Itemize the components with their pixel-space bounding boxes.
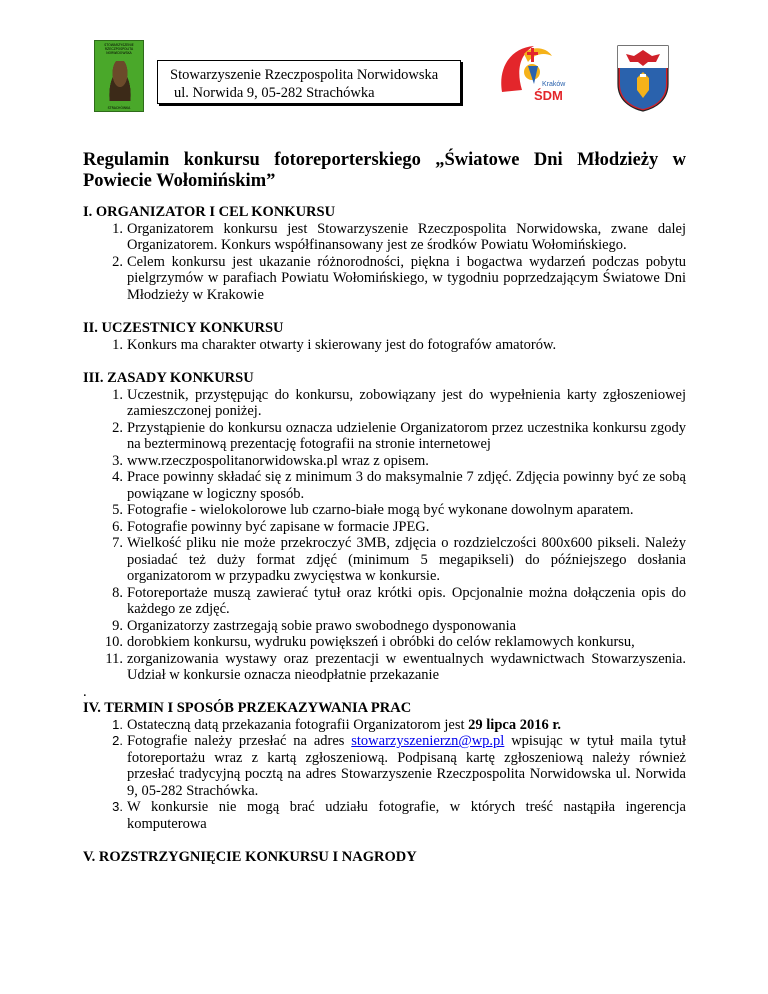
list-item: 3. W konkursie nie mogą brać udziału fotografie, w których treść nastąpiła ingerencja komputerowa bbox=[112, 799, 686, 832]
document-title bbox=[83, 150, 686, 192]
association-logo-bottom-text: STRACHÓWKA bbox=[107, 106, 131, 110]
section-list-participants bbox=[83, 337, 686, 354]
organization-box bbox=[157, 60, 461, 104]
list-item: 11. zorganizowania wystawy oraz prezentacji w ewentualnych wydawnictwach Stowarzyszenia. Udział w konkursie oznacza nieodpłatnie przekazanie bbox=[105, 650, 686, 683]
list-item: 3. www.rzeczpospolitanorwidowska.pl wraz z opisem. bbox=[112, 452, 429, 469]
list-item: 1. Konkurs ma charakter otwarty i skierowany jest do fotografów amatorów. bbox=[112, 336, 557, 353]
list-item: 5. Fotografie - wielokolorowe lub czarno-białe mogą być wykonane dowolnym aparatem. bbox=[112, 502, 634, 518]
organization-name: Stowarzyszenie Rzeczpospolita Norwidowska bbox=[170, 67, 439, 83]
list-item: 10. dorobkiem konkursu, wydruku powiększeń i obróbki do celów reklamowych konkursu, bbox=[104, 634, 635, 650]
list-item: 1. Ostateczną datą przekazania fotografii Organizatorom jest 29 lipca 2016 r. bbox=[112, 716, 562, 733]
association-logo-top-text: STOWARZYSZENIE RZECZPOSPOLITA NORWIDOWSKA bbox=[104, 43, 134, 55]
section-list-rules bbox=[83, 387, 686, 684]
contact-email-link[interactable]: stowarzyszenierzn@wp.pl bbox=[351, 733, 505, 749]
list-item: 8. Fotoreportaże muszą zawierać tytuł oraz krótki opis. Opcjonalnie można dołączenia opis do każdego ze zdjęć. bbox=[112, 584, 686, 617]
wyd-city-text: Kraków bbox=[542, 81, 566, 88]
list-item: 2. Przystąpienie do konkursu oznacza udzielenie Organizatorom przez uczestnika konkursu zgody na bezterminową prezentację fotografii na stronie internetowej bbox=[112, 419, 686, 452]
list-item: 1. Uczestnik, przystępując do konkursu, zobowiązany jest do wypełnienia karty zgłoszeniowej zamieszczonej poniżej. bbox=[112, 386, 686, 419]
list-item: 2. Fotografie należy przesłać na adres stowarzyszenierzn@wp.pl wpisując w tytuł maila tytuł fotoreportażu wraz z kartą zgłoszeniową. Podpisaną kartę zgłoszeniową należy również przesłać tradycyjną pocztą na adres Stowarzyszenie Rzeczpospolita Norwidowska ul. Norwida 9, 05-282 Strachówka. bbox=[112, 733, 686, 799]
title-line-1: Regulamin konkursu fotoreporterskiego „Światowe Dni Młodzieży w bbox=[83, 150, 686, 170]
section-list-organizer bbox=[83, 221, 686, 304]
section-heading-deadline: IV. TERMIN I SPOSÓB PRZEKAZYWANIA PRAC bbox=[83, 700, 412, 716]
stray-dot: . bbox=[83, 683, 87, 700]
list-item: 2. Celem konkursu jest ukazanie różnorodności, piękna i bogactwa wydarzeń podczas pobytu pielgrzymów w parafiach Powiatu Wołomińskiego, w tygodniu poprzedzającym Światowe Dni Młodzieży w Krakowie bbox=[112, 253, 686, 303]
section-heading-results: V. ROZSTRZYGNIĘCIE KONKURSU I NAGRODY bbox=[83, 849, 417, 865]
wolomin-county-coat-of-arms-icon bbox=[616, 44, 670, 112]
section-list-deadline bbox=[83, 717, 686, 833]
title-line-2: Powiecie Wołomińskim” bbox=[83, 171, 276, 191]
organization-address: ul. Norwida 9, 05-282 Strachówka bbox=[174, 85, 375, 101]
deadline-date: 29 lipca 2016 r. bbox=[468, 716, 562, 733]
list-item: 7. Wielkość pliku nie może przekroczyć 3MB, zdjęcia o rozdzielczości 800x600 pikseli. Należy posiadać też duży format zdjęć (minimum 5 megapikseli) do późniejszego dosłania organizatorom w przypadku zwycięstwa w konkursie. bbox=[112, 535, 686, 584]
association-logo bbox=[94, 40, 144, 112]
norwid-portrait-icon bbox=[105, 61, 135, 101]
wyd-mark-text: ŚDM bbox=[534, 88, 563, 103]
list-item: 9. Organizatorzy zastrzegają sobie prawo swobodnego dysponowania bbox=[112, 617, 517, 634]
list-item: 1. Organizatorem konkursu jest Stowarzyszenie Rzeczpospolita Norwidowska, zwane dalej Organizatorem. Konkurs współfinansowany jest ze środków Powiatu Wołomińskiego. bbox=[112, 220, 686, 253]
list-item: 4. Prace powinny składać się z minimum 3 do maksymalnie 7 zdjęć. Zdjęcia powinny być ze sobą powiązane w logiczny sposób. bbox=[112, 469, 686, 502]
list-item: 6. Fotografie powinny być zapisane w formacie JPEG. bbox=[112, 518, 430, 535]
section-heading-participants: II. UCZESTNICY KONKURSU bbox=[83, 320, 284, 336]
wyd-krakow-logo bbox=[494, 40, 576, 108]
section-heading-organizer: I. ORGANIZATOR I CEL KONKURSU bbox=[83, 204, 336, 220]
document-body bbox=[83, 204, 686, 866]
section-heading-rules: III. ZASADY KONKURSU bbox=[83, 370, 254, 386]
